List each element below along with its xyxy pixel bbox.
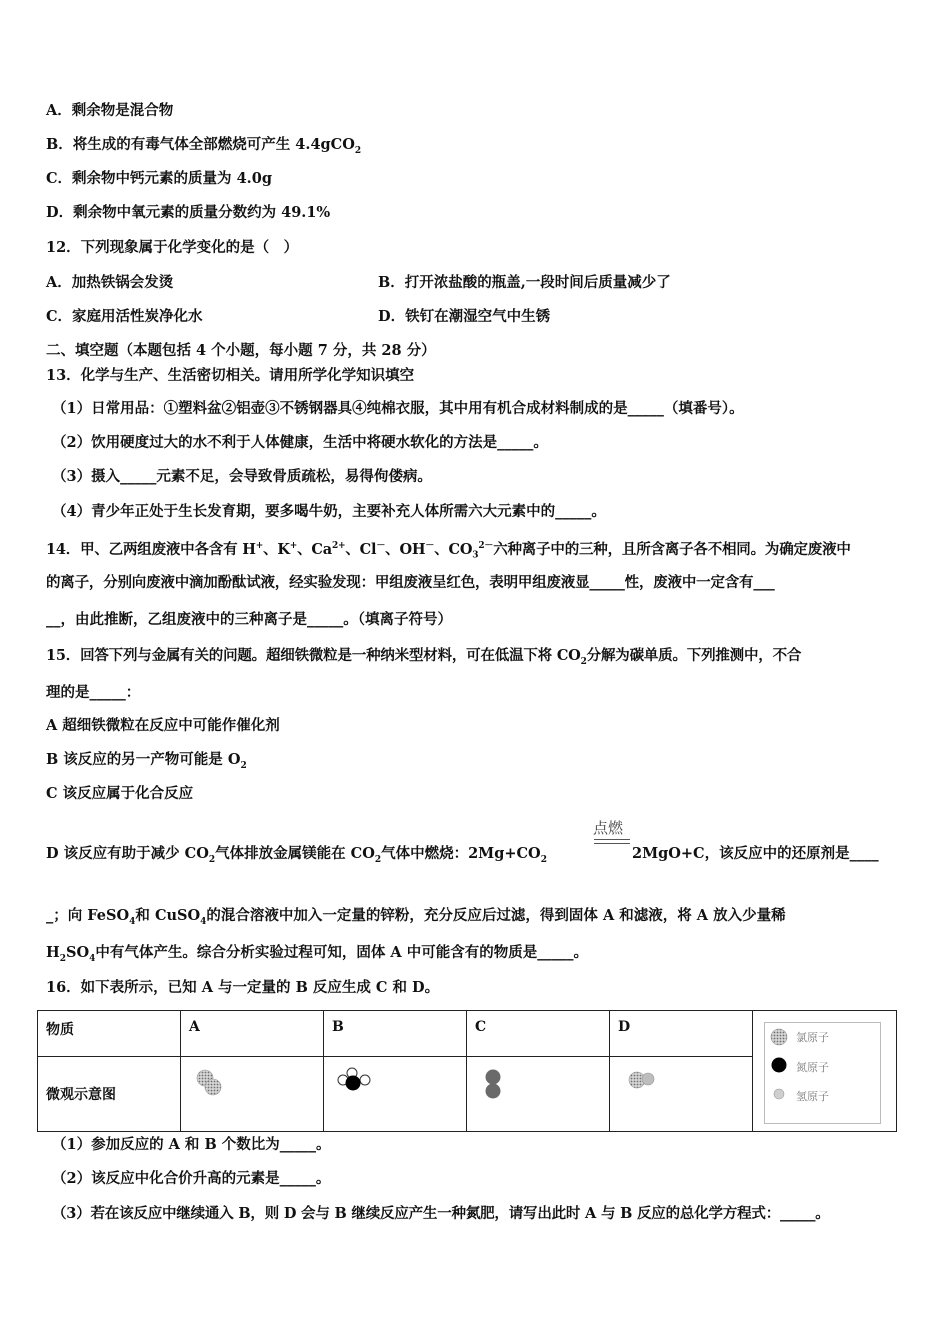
subscript: 2 [59, 953, 66, 964]
q15-line-6 [46, 943, 588, 969]
q14-line-3: __，由此推断，乙组废液中的三种离子是_____。（填离子符号） [46, 611, 452, 628]
q11-option-a: A．剩余物是混合物 [46, 102, 174, 119]
text: 、Cl [345, 540, 377, 558]
q15-line-1 [46, 646, 801, 672]
molecule-a-icon [189, 1065, 249, 1105]
subscript: 2 [208, 854, 216, 865]
text: 、OH [385, 540, 426, 558]
legend-label-chlorine: 氯原子 [796, 1031, 829, 1044]
q15-option-b [46, 750, 247, 776]
q12-option-c: C．家庭用活性炭净化水 [46, 308, 203, 325]
molecule-c-icon [475, 1065, 535, 1105]
text: SO [65, 944, 90, 961]
q13-part-3: （3）摄入_____元素不足，会导致骨质疏松，易得佝偻病。 [52, 468, 432, 485]
subscript: 3 [472, 550, 479, 561]
subscript: 4 [200, 916, 207, 927]
text: H [46, 944, 60, 961]
q13-part-2: （2）饮用硬度过大的水不利于人体健康，生活中将硬水软化的方法是_____。 [52, 434, 548, 451]
q13-part-4: （4）青少年正处于生长发育期，要多喝牛奶，主要补充人体所需六大元素中的_____。 [52, 503, 606, 520]
chlorine-atom-icon [770, 1028, 790, 1048]
text: 14．甲、乙两组废液中各含有 H [46, 540, 256, 558]
q12-option-d: D．铁钉在潮湿空气中生锈 [378, 308, 551, 325]
equals-line-bottom [594, 843, 630, 844]
superscript: － [425, 541, 435, 551]
molecule-b-icon [332, 1065, 392, 1105]
molecule-a-cell [181, 1057, 324, 1132]
nitrogen-atom-icon [770, 1056, 790, 1076]
q15-option-a: A 超细铁微粒在反应中可能作催化剂 [46, 717, 280, 734]
subscript: 4 [129, 916, 136, 927]
text: 分解为碳单质。下列推测中，不合 [586, 647, 802, 664]
text: 和 CuSO [135, 907, 201, 924]
q11-option-b [46, 135, 361, 161]
q13-stem: 13．化学与生产、生活密切相关。请用所学化学知识填空 [46, 367, 415, 384]
q11-option-c: C．剩余物中钙元素的质量为 4.0g [46, 170, 272, 187]
text: 、CO [434, 540, 473, 558]
subscript: 2 [354, 145, 362, 156]
molecule-c-cell [467, 1057, 610, 1132]
table-header-a: A [181, 1011, 324, 1057]
molecule-d-cell [610, 1057, 753, 1132]
q16-part-3: （3）若在该反应中继续通入 B，则 D 会与 B 继续反应产生一种氮肥，请写出此时 A 与 B 反应的总化学方程式：_____。 [52, 1205, 830, 1222]
q12-option-a: A．加热铁锅会发烫 [46, 274, 174, 291]
subscript: 4 [89, 953, 96, 964]
text: B 该反应的另一产物可能是 O [46, 751, 241, 768]
superscript: 2+ [331, 541, 346, 551]
q16-stem: 16．如下表所示，已知 A 与一定量的 B 反应生成 C 和 D。 [46, 979, 440, 996]
q15-line-5 [46, 906, 786, 932]
q12-option-b: B．打开浓盐酸的瓶盖,一段时间后质量减少了 [378, 274, 671, 291]
table-header-b: B [324, 1011, 467, 1057]
molecule-b-cell [324, 1057, 467, 1132]
equals-line-top [594, 839, 630, 840]
superscript: + [255, 541, 264, 551]
text: 中有气体产生。综合分析实验过程可知，固体 A 中可能含有的物质是_____。 [95, 944, 588, 961]
subscript: 2 [374, 854, 382, 865]
text: 气体中燃烧：2Mg+CO [381, 845, 541, 862]
q15-option-d-part-2: 2MgO+C，该反应中的还原剂是____ [632, 845, 879, 862]
q11-option-d: D．剩余物中氧元素的质量分数约为 49.1% [46, 204, 331, 221]
legend-label-hydrogen: 氢原子 [796, 1090, 829, 1103]
text: D 该反应有助于减少 CO [46, 845, 209, 862]
text: 15．回答下列与金属有关的问题。超细铁微粒是一种纳米型材料，可在低温下将 CO [46, 647, 581, 664]
superscript: + [289, 541, 298, 551]
q15-option-c: C 该反应属于化合反应 [46, 785, 194, 802]
text: 六种离子中的三种，且所含离子各不相同。为确定废液中 [493, 540, 851, 558]
q16-part-2: （2）该反应中化合价升高的元素是_____。 [52, 1170, 331, 1187]
section-heading: 二、填空题（本题包括 4 个小题，每小题 7 分，共 28 分） [46, 342, 436, 359]
subscript: 2 [580, 656, 587, 667]
table-header-c: C [467, 1011, 610, 1057]
row-label-micro: 微观示意图 [38, 1057, 181, 1132]
text: 、Ca [297, 540, 332, 558]
subscript: 2 [540, 854, 547, 865]
q14-line-2: 的离子，分别向废液中滴加酚酞试液，经实验发现：甲组废液呈红色，表明甲组废液显_____性，废液中一定含有___ [46, 574, 775, 591]
q12-stem: 12．下列现象属于化学变化的是（ ） [46, 239, 299, 256]
hydrogen-atom-icon [772, 1087, 788, 1103]
table-header-d: D [610, 1011, 753, 1057]
superscript: － [376, 541, 386, 551]
q15-option-d-part-1 [46, 844, 547, 870]
atom-legend [752, 1012, 894, 1132]
table-header-substance: 物质 [38, 1011, 181, 1057]
molecule-d-icon [618, 1065, 678, 1105]
superscript: 2－ [478, 541, 494, 551]
q14-line-1 [46, 536, 851, 566]
text: _；向 FeSO [46, 907, 130, 924]
q16-part-1: （1）参加反应的 A 和 B 个数比为_____。 [52, 1136, 331, 1153]
text: 、K [263, 540, 290, 558]
subscript: 2 [240, 760, 247, 771]
text: 的混合溶液中加入一定量的锌粉，充分反应后过滤，得到固体 A 和滤液，将 A 放入少量稀 [206, 907, 786, 924]
q15-line-2: 理的是_____： [46, 684, 141, 701]
legend-label-nitrogen: 氮原子 [796, 1061, 829, 1074]
text: 气体排放金属镁能在 CO [215, 845, 375, 862]
reaction-condition: 点燃 [593, 819, 624, 837]
q13-part-1: （1）日常用品：①塑料盆②铝壶③不锈钢器具④纯棉衣服，其中用有机合成材料制成的是_____（填番号）。 [52, 400, 744, 417]
q11-option-b-text: B．将生成的有毒气体全部燃烧可产生 4.4gCO [46, 136, 355, 153]
